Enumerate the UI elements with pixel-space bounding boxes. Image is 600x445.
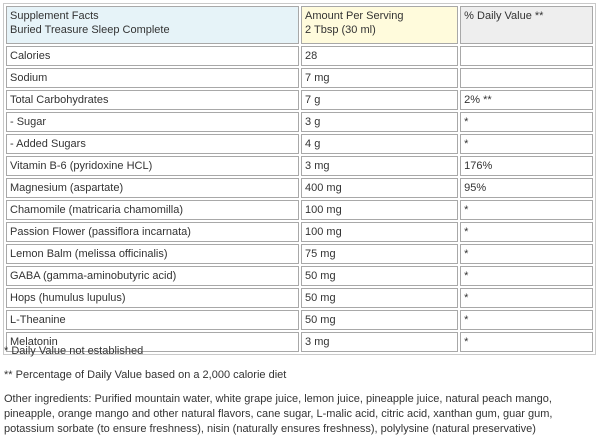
header-name-cell [6, 6, 299, 44]
table-title: Supplement Facts [10, 10, 99, 22]
nutrient-daily-value: * [460, 332, 593, 352]
nutrient-daily-value: 176% [460, 156, 593, 176]
daily-value-label: % Daily Value ** [464, 10, 544, 22]
nutrient-daily-value [460, 46, 593, 66]
serving-size: 2 Tbsp (30 ml) [305, 24, 376, 36]
nutrient-amount: 75 mg [301, 244, 458, 264]
nutrient-daily-value: * [460, 222, 593, 242]
nutrient-name: Calories [6, 46, 299, 66]
nutrient-daily-value: * [460, 288, 593, 308]
table-row [6, 134, 593, 154]
product-name: Buried Treasure Sleep Complete [10, 24, 170, 36]
nutrient-name: - Sugar [6, 112, 299, 132]
nutrient-name: Lemon Balm (melissa officinalis) [6, 244, 299, 264]
table-row [6, 68, 593, 88]
nutrient-daily-value: 95% [460, 178, 593, 198]
nutrient-daily-value: * [460, 134, 593, 154]
nutrient-daily-value: * [460, 266, 593, 286]
nutrient-daily-value [460, 68, 593, 88]
table-row [6, 90, 593, 110]
nutrient-name: Magnesium (aspartate) [6, 178, 299, 198]
nutrient-name: Sodium [6, 68, 299, 88]
nutrient-name: GABA (gamma-aminobutyric acid) [6, 266, 299, 286]
nutrient-amount: 100 mg [301, 222, 458, 242]
nutrient-amount: 28 [301, 46, 458, 66]
footnote-no-dv: * Daily Value not established [4, 345, 144, 357]
nutrient-amount: 7 mg [301, 68, 458, 88]
nutrient-daily-value: * [460, 310, 593, 330]
nutrient-amount: 4 g [301, 134, 458, 154]
table-row [6, 266, 593, 286]
nutrient-daily-value: * [460, 112, 593, 132]
footnote-percent-basis: ** Percentage of Daily Value based on a 2,000 calorie diet [4, 369, 287, 381]
nutrient-daily-value: 2% ** [460, 90, 593, 110]
supplement-facts-table [3, 3, 596, 355]
table-row [6, 156, 593, 176]
nutrient-amount: 7 g [301, 90, 458, 110]
nutrient-name: Chamomile (matricaria chamomilla) [6, 200, 299, 220]
nutrient-amount: 3 mg [301, 156, 458, 176]
table-row [6, 200, 593, 220]
nutrient-name: Total Carbohydrates [6, 90, 299, 110]
nutrient-amount: 400 mg [301, 178, 458, 198]
nutrient-name: Vitamin B-6 (pyridoxine HCL) [6, 156, 299, 176]
table-row [6, 46, 593, 66]
table-row [6, 310, 593, 330]
table-row [6, 222, 593, 242]
nutrient-amount: 100 mg [301, 200, 458, 220]
header-daily-value-cell [460, 6, 593, 44]
nutrient-amount: 50 mg [301, 310, 458, 330]
nutrient-amount: 3 g [301, 112, 458, 132]
other-ingredients: Other ingredients: Purified mountain water, white grape juice, lemon juice, pineapple juice, natural peach mango, pineapple, orange mango and other natural flavors, cane sugar, L-malic acid, citric acid, xanthan gum, guar gum, potassium sorbate (to ensure freshness), nisin (naturally ensures freshness), polylysine (natural preservative) [4, 393, 553, 435]
nutrient-name: Passion Flower (passiflora incarnata) [6, 222, 299, 242]
nutrient-daily-value: * [460, 244, 593, 264]
nutrient-amount: 50 mg [301, 266, 458, 286]
nutrient-name: L-Theanine [6, 310, 299, 330]
nutrient-name: - Added Sugars [6, 134, 299, 154]
nutrient-name: Melatonin [6, 332, 299, 352]
nutrient-name: Hops (humulus lupulus) [6, 288, 299, 308]
nutrient-daily-value: * [460, 200, 593, 220]
header-amount-cell [301, 6, 458, 44]
amount-per-serving-label: Amount Per Serving [305, 10, 404, 22]
table-row [6, 244, 593, 264]
table-row [6, 288, 593, 308]
nutrient-amount: 3 mg [301, 332, 458, 352]
table-row [6, 178, 593, 198]
table-header-row [6, 6, 593, 44]
nutrient-amount: 50 mg [301, 288, 458, 308]
table-row [6, 112, 593, 132]
